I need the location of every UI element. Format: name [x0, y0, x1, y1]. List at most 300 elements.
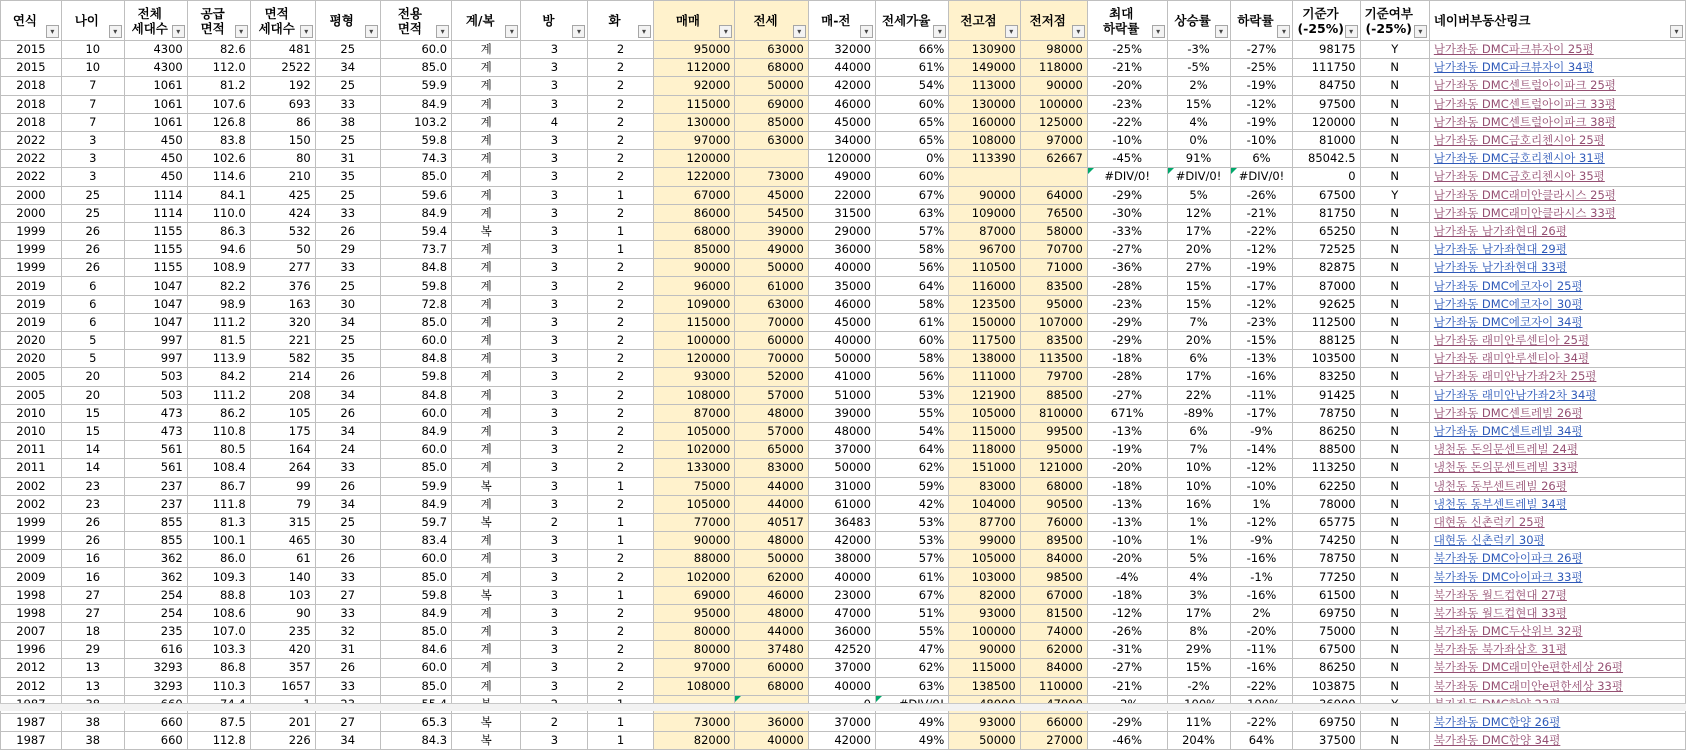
naver-link-cell[interactable]: 남가좌동 DMC에코자이 34평: [1429, 313, 1685, 331]
cell-jeonse[interactable]: 70000: [735, 313, 808, 331]
cell-pyeong[interactable]: 25: [315, 131, 380, 149]
cell-max_drop[interactable]: -23%: [1087, 95, 1167, 113]
cell-drop[interactable]: -17%: [1230, 277, 1293, 295]
naver-link-cell[interactable]: 남가좌동 DMC파크뷰자이 25평: [1429, 41, 1685, 59]
cell-age[interactable]: 3: [61, 131, 124, 149]
cell-jeonse_ratio[interactable]: 54%: [875, 77, 948, 95]
cell-area_households[interactable]: 103: [250, 586, 315, 604]
cell-base_flag[interactable]: N: [1360, 550, 1429, 568]
cell-year[interactable]: 2018: [1, 113, 62, 131]
cell-households[interactable]: 235: [124, 623, 187, 641]
cell-pyeong[interactable]: 38: [315, 113, 380, 131]
cell-jeonse[interactable]: 60000: [735, 659, 808, 677]
cell-jeonse_ratio[interactable]: 54%: [875, 422, 948, 440]
cell-rooms[interactable]: 3: [521, 404, 588, 422]
cell-rise[interactable]: 20%: [1167, 241, 1230, 259]
cell-rise[interactable]: #DIV/0!: [1167, 168, 1230, 186]
cell-base_price[interactable]: 97500: [1293, 95, 1360, 113]
cell-jeonse_ratio[interactable]: 55%: [875, 623, 948, 641]
cell-jeonse_ratio[interactable]: 66%: [875, 41, 948, 59]
cell-drop[interactable]: -9%: [1230, 422, 1293, 440]
cell-rooms[interactable]: 3: [521, 532, 588, 550]
cell-rooms[interactable]: 3: [521, 59, 588, 77]
cell-high[interactable]: 111000: [949, 368, 1020, 386]
cell-pyeong[interactable]: 26: [315, 368, 380, 386]
cell-gap[interactable]: 35000: [808, 277, 875, 295]
cell-base_flag[interactable]: N: [1360, 241, 1429, 259]
cell-jeonse_ratio[interactable]: 61%: [875, 59, 948, 77]
cell-pyeong[interactable]: 34: [315, 732, 380, 750]
naver-link-cell[interactable]: 남가좌동 DMC파크뷰자이 34평: [1429, 59, 1685, 77]
column-header-age[interactable]: [61, 1, 124, 41]
cell-base_flag[interactable]: N: [1360, 732, 1429, 750]
cell-drop[interactable]: -16%: [1230, 586, 1293, 604]
cell-sale[interactable]: 82000: [653, 732, 735, 750]
cell-year[interactable]: 2020: [1, 332, 62, 350]
cell-area_households[interactable]: 2522: [250, 59, 315, 77]
cell-high[interactable]: 138500: [949, 677, 1020, 695]
cell-year[interactable]: 2018: [1, 77, 62, 95]
cell-year[interactable]: 1996: [1, 641, 62, 659]
cell-low[interactable]: 66000: [1020, 713, 1087, 731]
cell-age[interactable]: 20: [61, 368, 124, 386]
naver-link-cell[interactable]: 남가좌동 래미안남가좌2차 34평: [1429, 386, 1685, 404]
cell-households[interactable]: 4300: [124, 59, 187, 77]
cell-age[interactable]: 25: [61, 204, 124, 222]
cell-baths[interactable]: 2: [588, 332, 653, 350]
naver-link-cell[interactable]: 북가좌동 DMC두산위브 32평: [1429, 623, 1685, 641]
cell-year[interactable]: 2009: [1, 568, 62, 586]
naver-link-cell[interactable]: 남가좌동 남가좌현대 26평: [1429, 222, 1685, 240]
cell-sale[interactable]: 130000: [653, 113, 735, 131]
cell-area_households[interactable]: 221: [250, 332, 315, 350]
cell-rise[interactable]: -3%: [1167, 41, 1230, 59]
cell-drop[interactable]: -22%: [1230, 677, 1293, 695]
cell-households[interactable]: 855: [124, 532, 187, 550]
cell-rooms[interactable]: 3: [521, 131, 588, 149]
cell-stair_corridor[interactable]: 계: [452, 659, 521, 677]
cell-stair_corridor[interactable]: 계: [452, 131, 521, 149]
cell-jeonse_ratio[interactable]: 57%: [875, 550, 948, 568]
cell-supply_area[interactable]: 81.5: [187, 332, 250, 350]
cell-rooms[interactable]: 3: [521, 441, 588, 459]
cell-pyeong[interactable]: 33: [315, 459, 380, 477]
cell-supply_area[interactable]: 86.3: [187, 222, 250, 240]
cell-max_drop[interactable]: -29%: [1087, 713, 1167, 731]
cell-year[interactable]: 2002: [1, 477, 62, 495]
cell-age[interactable]: 20: [61, 386, 124, 404]
cell-area_households[interactable]: 277: [250, 259, 315, 277]
cell-base_flag[interactable]: N: [1360, 113, 1429, 131]
cell-base_flag[interactable]: N: [1360, 222, 1429, 240]
cell-age[interactable]: 25: [61, 186, 124, 204]
filter-dropdown-icon[interactable]: ▾: [793, 25, 806, 38]
cell-high[interactable]: 90000: [949, 186, 1020, 204]
cell-sale[interactable]: 95000: [653, 604, 735, 622]
cell-sale[interactable]: 122000: [653, 168, 735, 186]
cell-low[interactable]: 84000: [1020, 659, 1087, 677]
cell-high[interactable]: 149000: [949, 59, 1020, 77]
cell-rooms[interactable]: 3: [521, 568, 588, 586]
cell-high[interactable]: 160000: [949, 113, 1020, 131]
cell-high[interactable]: 115000: [949, 422, 1020, 440]
cell-supply_area[interactable]: 80.5: [187, 441, 250, 459]
cell-base_price[interactable]: 103500: [1293, 350, 1360, 368]
cell-year[interactable]: 2022: [1, 168, 62, 186]
cell-high[interactable]: 90000: [949, 641, 1020, 659]
cell-low[interactable]: 27000: [1020, 732, 1087, 750]
cell-supply_area[interactable]: 111.8: [187, 495, 250, 513]
cell-age[interactable]: 3: [61, 150, 124, 168]
cell-baths[interactable]: 2: [588, 77, 653, 95]
cell-baths[interactable]: 2: [588, 277, 653, 295]
cell-area_households[interactable]: 201: [250, 713, 315, 731]
column-header-max_drop[interactable]: [1087, 1, 1167, 41]
cell-gap[interactable]: 50000: [808, 350, 875, 368]
cell-area_households[interactable]: 192: [250, 77, 315, 95]
cell-pyeong[interactable]: 31: [315, 641, 380, 659]
cell-households[interactable]: 616: [124, 641, 187, 659]
cell-supply_area[interactable]: 86.0: [187, 550, 250, 568]
cell-base_price[interactable]: 82875: [1293, 259, 1360, 277]
cell-jeonse[interactable]: 63000: [735, 131, 808, 149]
cell-low[interactable]: 95000: [1020, 295, 1087, 313]
cell-jeonse_ratio[interactable]: 61%: [875, 568, 948, 586]
cell-year[interactable]: 2015: [1, 59, 62, 77]
cell-gap[interactable]: 37000: [808, 441, 875, 459]
naver-link-cell[interactable]: 남가좌동 DMC에코자이 30평: [1429, 295, 1685, 313]
cell-base_price[interactable]: 67500: [1293, 641, 1360, 659]
cell-stair_corridor[interactable]: 계: [452, 550, 521, 568]
cell-sale[interactable]: 93000: [653, 368, 735, 386]
cell-jeonse[interactable]: 62000: [735, 568, 808, 586]
cell-base_price[interactable]: 65250: [1293, 222, 1360, 240]
cell-max_drop[interactable]: -4%: [1087, 568, 1167, 586]
cell-year[interactable]: 2022: [1, 131, 62, 149]
cell-baths[interactable]: 1: [588, 241, 653, 259]
cell-rise[interactable]: 5%: [1167, 186, 1230, 204]
cell-jeonse_ratio[interactable]: 67%: [875, 186, 948, 204]
cell-gap[interactable]: 22000: [808, 186, 875, 204]
cell-base_flag[interactable]: N: [1360, 513, 1429, 531]
cell-base_price[interactable]: 75000: [1293, 623, 1360, 641]
cell-base_price[interactable]: 113250: [1293, 459, 1360, 477]
naver-link-cell[interactable]: 북가좌동 북가좌삼호 31평: [1429, 641, 1685, 659]
cell-baths[interactable]: 2: [588, 113, 653, 131]
cell-rise[interactable]: 1%: [1167, 513, 1230, 531]
cell-base_flag[interactable]: N: [1360, 604, 1429, 622]
cell-exclusive_area[interactable]: 85.0: [380, 459, 451, 477]
cell-supply_area[interactable]: 112.8: [187, 732, 250, 750]
cell-exclusive_area[interactable]: 73.7: [380, 241, 451, 259]
cell-jeonse[interactable]: 52000: [735, 368, 808, 386]
cell-exclusive_area[interactable]: 84.9: [380, 95, 451, 113]
cell-age[interactable]: 15: [61, 404, 124, 422]
cell-stair_corridor[interactable]: 복: [452, 713, 521, 731]
cell-drop[interactable]: -12%: [1230, 513, 1293, 531]
cell-sale[interactable]: 86000: [653, 204, 735, 222]
cell-baths[interactable]: 2: [588, 568, 653, 586]
cell-gap[interactable]: 36000: [808, 241, 875, 259]
filter-dropdown-icon[interactable]: ▾: [1414, 25, 1427, 38]
filter-dropdown-icon[interactable]: ▾: [172, 25, 185, 38]
cell-drop[interactable]: -11%: [1230, 386, 1293, 404]
cell-low[interactable]: [1020, 168, 1087, 186]
cell-exclusive_area[interactable]: 59.9: [380, 77, 451, 95]
cell-stair_corridor[interactable]: 계: [452, 604, 521, 622]
cell-households[interactable]: 503: [124, 368, 187, 386]
cell-pyeong[interactable]: 34: [315, 59, 380, 77]
cell-drop[interactable]: -21%: [1230, 204, 1293, 222]
cell-drop[interactable]: 6%: [1230, 150, 1293, 168]
cell-area_households[interactable]: 320: [250, 313, 315, 331]
naver-link-cell[interactable]: 북가좌동 DMC한양 34평: [1429, 732, 1685, 750]
cell-drop[interactable]: -16%: [1230, 659, 1293, 677]
cell-gap[interactable]: 45000: [808, 313, 875, 331]
cell-rooms[interactable]: 3: [521, 459, 588, 477]
cell-base_price[interactable]: 120000: [1293, 113, 1360, 131]
cell-age[interactable]: 26: [61, 241, 124, 259]
cell-pyeong[interactable]: 25: [315, 77, 380, 95]
cell-jeonse_ratio[interactable]: 59%: [875, 477, 948, 495]
cell-max_drop[interactable]: -20%: [1087, 77, 1167, 95]
cell-jeonse[interactable]: 48000: [735, 604, 808, 622]
cell-high[interactable]: 82000: [949, 586, 1020, 604]
cell-stair_corridor[interactable]: 계: [452, 168, 521, 186]
cell-rise[interactable]: 17%: [1167, 368, 1230, 386]
cell-baths[interactable]: 2: [588, 259, 653, 277]
cell-base_flag[interactable]: N: [1360, 204, 1429, 222]
cell-stair_corridor[interactable]: 계: [452, 186, 521, 204]
cell-households[interactable]: 561: [124, 441, 187, 459]
cell-baths[interactable]: 2: [588, 641, 653, 659]
cell-year[interactable]: 2019: [1, 277, 62, 295]
filter-dropdown-icon[interactable]: ▾: [46, 25, 59, 38]
filter-dropdown-icon[interactable]: ▾: [638, 25, 651, 38]
cell-age[interactable]: 10: [61, 41, 124, 59]
cell-base_flag[interactable]: Y: [1360, 186, 1429, 204]
cell-rooms[interactable]: 3: [521, 386, 588, 404]
cell-baths[interactable]: 2: [588, 550, 653, 568]
cell-pyeong[interactable]: 33: [315, 95, 380, 113]
cell-stair_corridor[interactable]: 계: [452, 95, 521, 113]
cell-base_flag[interactable]: N: [1360, 259, 1429, 277]
cell-base_flag[interactable]: N: [1360, 713, 1429, 731]
cell-drop[interactable]: -1%: [1230, 568, 1293, 586]
cell-baths[interactable]: 1: [588, 713, 653, 731]
filter-dropdown-icon[interactable]: ▾: [436, 25, 449, 38]
cell-baths[interactable]: 1: [588, 532, 653, 550]
cell-exclusive_area[interactable]: 84.3: [380, 732, 451, 750]
cell-stair_corridor[interactable]: 계: [452, 441, 521, 459]
cell-base_flag[interactable]: N: [1360, 404, 1429, 422]
cell-rooms[interactable]: 3: [521, 586, 588, 604]
cell-rooms[interactable]: 3: [521, 313, 588, 331]
cell-supply_area[interactable]: 108.4: [187, 459, 250, 477]
cell-drop[interactable]: -12%: [1230, 241, 1293, 259]
cell-gap[interactable]: 37000: [808, 659, 875, 677]
cell-year[interactable]: 2007: [1, 623, 62, 641]
cell-base_flag[interactable]: N: [1360, 495, 1429, 513]
cell-rise[interactable]: 11%: [1167, 713, 1230, 731]
cell-exclusive_area[interactable]: 85.0: [380, 623, 451, 641]
cell-rooms[interactable]: 3: [521, 222, 588, 240]
cell-gap[interactable]: 51000: [808, 386, 875, 404]
cell-exclusive_area[interactable]: 60.0: [380, 441, 451, 459]
cell-rooms[interactable]: 3: [521, 659, 588, 677]
cell-jeonse[interactable]: 68000: [735, 677, 808, 695]
cell-drop[interactable]: -20%: [1230, 623, 1293, 641]
cell-households[interactable]: 473: [124, 404, 187, 422]
cell-year[interactable]: 1999: [1, 222, 62, 240]
filter-dropdown-icon[interactable]: ▾: [1215, 25, 1228, 38]
cell-stair_corridor[interactable]: 계: [452, 386, 521, 404]
column-header-jeonse[interactable]: [735, 1, 808, 41]
cell-rise[interactable]: 204%: [1167, 732, 1230, 750]
cell-pyeong[interactable]: 33: [315, 604, 380, 622]
cell-age[interactable]: 6: [61, 295, 124, 313]
cell-year[interactable]: 2010: [1, 404, 62, 422]
cell-baths[interactable]: 2: [588, 41, 653, 59]
cell-supply_area[interactable]: 86.2: [187, 404, 250, 422]
cell-base_price[interactable]: 98175: [1293, 41, 1360, 59]
cell-year[interactable]: 2020: [1, 350, 62, 368]
cell-max_drop[interactable]: -23%: [1087, 295, 1167, 313]
cell-jeonse_ratio[interactable]: 49%: [875, 713, 948, 731]
cell-age[interactable]: 26: [61, 222, 124, 240]
cell-rooms[interactable]: 3: [521, 550, 588, 568]
cell-base_price[interactable]: 86250: [1293, 659, 1360, 677]
cell-base_price[interactable]: 86250: [1293, 422, 1360, 440]
cell-exclusive_area[interactable]: 60.0: [380, 41, 451, 59]
cell-stair_corridor[interactable]: 계: [452, 495, 521, 513]
cell-jeonse_ratio[interactable]: 63%: [875, 677, 948, 695]
naver-link-cell[interactable]: 냉천동 동부센트레빌 34평: [1429, 495, 1685, 513]
cell-pyeong[interactable]: 35: [315, 168, 380, 186]
cell-exclusive_area[interactable]: 65.3: [380, 713, 451, 731]
cell-rooms[interactable]: 3: [521, 150, 588, 168]
cell-supply_area[interactable]: 107.6: [187, 95, 250, 113]
cell-stair_corridor[interactable]: 계: [452, 59, 521, 77]
cell-baths[interactable]: 2: [588, 150, 653, 168]
cell-area_households[interactable]: 140: [250, 568, 315, 586]
cell-stair_corridor[interactable]: 계: [452, 277, 521, 295]
cell-exclusive_area[interactable]: 85.0: [380, 168, 451, 186]
cell-drop[interactable]: -12%: [1230, 95, 1293, 113]
cell-jeonse[interactable]: 63000: [735, 295, 808, 313]
naver-link-cell[interactable]: 냉천동 돈의문센트레빌 33평: [1429, 459, 1685, 477]
cell-jeonse[interactable]: 57000: [735, 422, 808, 440]
cell-max_drop[interactable]: -29%: [1087, 186, 1167, 204]
cell-rise[interactable]: 15%: [1167, 95, 1230, 113]
cell-high[interactable]: 83000: [949, 477, 1020, 495]
cell-low[interactable]: 810000: [1020, 404, 1087, 422]
cell-age[interactable]: 29: [61, 641, 124, 659]
cell-supply_area[interactable]: 86.8: [187, 659, 250, 677]
cell-year[interactable]: 1998: [1, 604, 62, 622]
cell-base_flag[interactable]: Y: [1360, 41, 1429, 59]
cell-low[interactable]: 62667: [1020, 150, 1087, 168]
cell-supply_area[interactable]: 81.3: [187, 513, 250, 531]
cell-base_price[interactable]: 37500: [1293, 732, 1360, 750]
cell-max_drop[interactable]: 671%: [1087, 404, 1167, 422]
cell-sale[interactable]: 95000: [653, 41, 735, 59]
cell-low[interactable]: 84000: [1020, 550, 1087, 568]
cell-gap[interactable]: 34000: [808, 131, 875, 149]
cell-max_drop[interactable]: -31%: [1087, 641, 1167, 659]
cell-pyeong[interactable]: 30: [315, 532, 380, 550]
cell-rise[interactable]: 15%: [1167, 295, 1230, 313]
cell-exclusive_area[interactable]: 84.9: [380, 495, 451, 513]
cell-high[interactable]: 118000: [949, 441, 1020, 459]
cell-year[interactable]: 2019: [1, 295, 62, 313]
cell-year[interactable]: 2012: [1, 659, 62, 677]
cell-jeonse[interactable]: 50000: [735, 77, 808, 95]
cell-gap[interactable]: 40000: [808, 332, 875, 350]
column-header-base_flag[interactable]: [1360, 1, 1429, 41]
cell-base_price[interactable]: 65775: [1293, 513, 1360, 531]
cell-jeonse_ratio[interactable]: 42%: [875, 495, 948, 513]
cell-stair_corridor[interactable]: 계: [452, 204, 521, 222]
cell-low[interactable]: 76000: [1020, 513, 1087, 531]
cell-baths[interactable]: 2: [588, 659, 653, 677]
cell-exclusive_area[interactable]: 85.0: [380, 677, 451, 695]
cell-pyeong[interactable]: 25: [315, 186, 380, 204]
cell-households[interactable]: 1047: [124, 277, 187, 295]
cell-area_households[interactable]: 50: [250, 241, 315, 259]
naver-link-cell[interactable]: 남가좌동 DMC금호리첸시아 25평: [1429, 131, 1685, 149]
column-header-stair_corridor[interactable]: [452, 1, 521, 41]
column-header-area_households[interactable]: [250, 1, 315, 41]
cell-households[interactable]: 1047: [124, 313, 187, 331]
cell-stair_corridor[interactable]: 계: [452, 623, 521, 641]
cell-base_flag[interactable]: N: [1360, 641, 1429, 659]
cell-pyeong[interactable]: 33: [315, 568, 380, 586]
cell-low[interactable]: 121000: [1020, 459, 1087, 477]
cell-sale[interactable]: 73000: [653, 713, 735, 731]
cell-area_households[interactable]: 150: [250, 131, 315, 149]
cell-gap[interactable]: 42000: [808, 532, 875, 550]
cell-households[interactable]: 561: [124, 459, 187, 477]
cell-area_households[interactable]: 105: [250, 404, 315, 422]
cell-stair_corridor[interactable]: 계: [452, 641, 521, 659]
cell-sale[interactable]: 97000: [653, 131, 735, 149]
cell-exclusive_area[interactable]: 84.9: [380, 204, 451, 222]
cell-rooms[interactable]: 2: [521, 513, 588, 531]
cell-area_households[interactable]: 175: [250, 422, 315, 440]
cell-year[interactable]: 1999: [1, 513, 62, 531]
cell-baths[interactable]: 2: [588, 350, 653, 368]
cell-low[interactable]: 76500: [1020, 204, 1087, 222]
cell-supply_area[interactable]: 82.6: [187, 41, 250, 59]
cell-jeonse_ratio[interactable]: 56%: [875, 259, 948, 277]
cell-supply_area[interactable]: 109.3: [187, 568, 250, 586]
cell-stair_corridor[interactable]: 계: [452, 459, 521, 477]
cell-jeonse[interactable]: 48000: [735, 532, 808, 550]
cell-pyeong[interactable]: 35: [315, 350, 380, 368]
cell-households[interactable]: 1061: [124, 95, 187, 113]
cell-jeonse_ratio[interactable]: 64%: [875, 277, 948, 295]
cell-pyeong[interactable]: 33: [315, 204, 380, 222]
cell-supply_area[interactable]: 103.3: [187, 641, 250, 659]
cell-jeonse[interactable]: 49000: [735, 241, 808, 259]
cell-pyeong[interactable]: 25: [315, 513, 380, 531]
cell-age[interactable]: 38: [61, 713, 124, 731]
cell-baths[interactable]: 2: [588, 313, 653, 331]
cell-drop[interactable]: -10%: [1230, 131, 1293, 149]
cell-supply_area[interactable]: 107.0: [187, 623, 250, 641]
cell-households[interactable]: 997: [124, 332, 187, 350]
